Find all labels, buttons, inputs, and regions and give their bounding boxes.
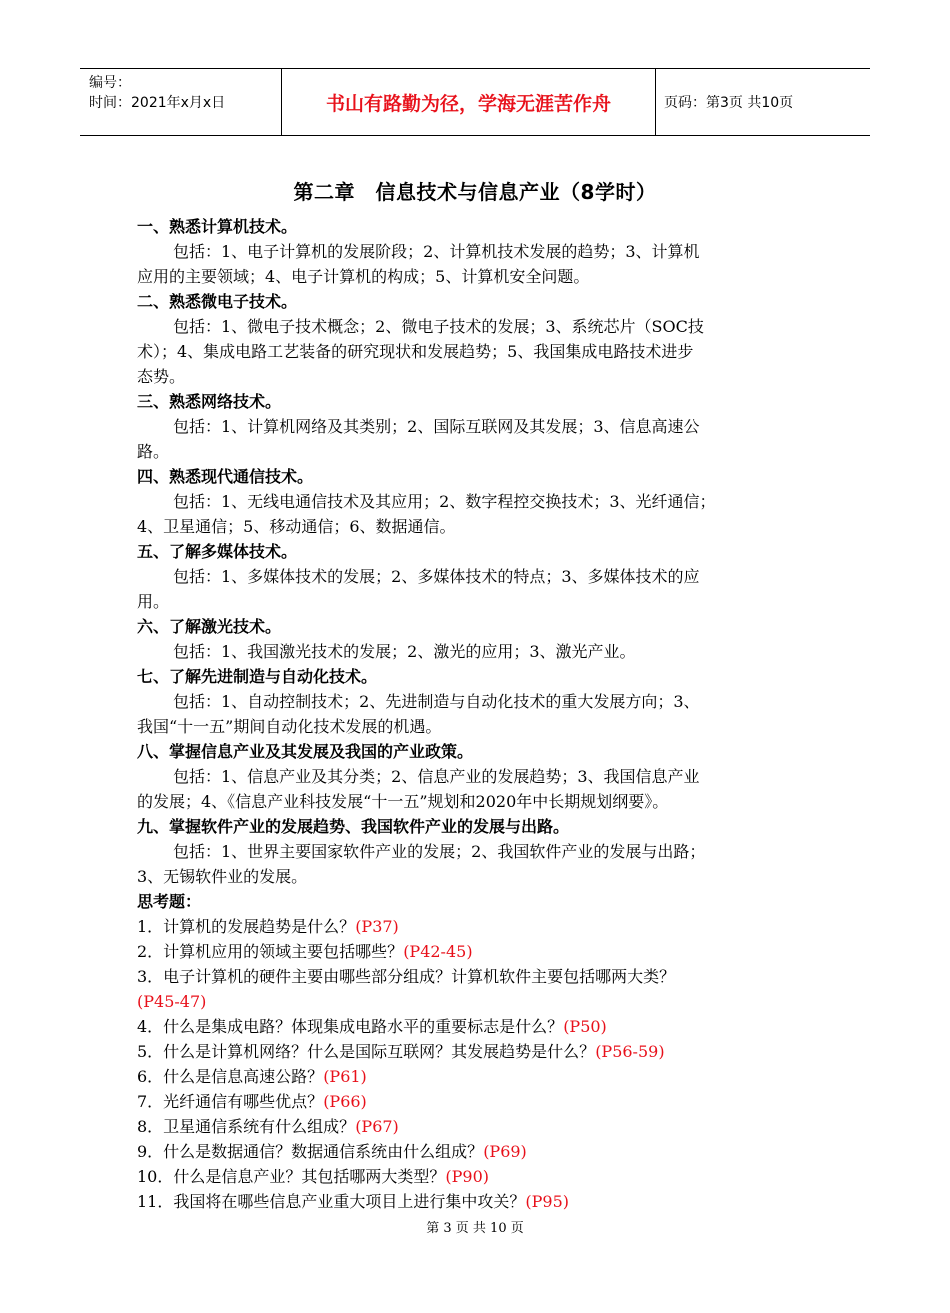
section-line: 包括：1、多媒体技术的发展；2、多媒体技术的特点；3、多媒体技术的应 — [173, 567, 700, 586]
page-footer: 第 3 页 共 10 页 — [426, 1221, 524, 1236]
section-line: 路。 — [137, 442, 170, 461]
header-motto: 书山有路勤为径，学海无涯苦作舟 — [282, 69, 656, 135]
question-text: 5．什么是计算机网络？什么是国际互联网？其发展趋势是什么？ — [137, 1042, 596, 1061]
question-text: 9．什么是数据通信？数据通信系统由什么组成？ — [137, 1142, 484, 1161]
page-reference: (P37) — [355, 917, 399, 936]
page-reference: (P45-47) — [137, 992, 207, 1011]
section-heading: 二、熟悉微电子技术。 — [137, 292, 298, 311]
questions-heading: 思考题： — [137, 892, 202, 911]
page-reference: (P50) — [563, 1017, 607, 1036]
document-body — [137, 214, 817, 1214]
page-reference: (P69) — [483, 1142, 527, 1161]
page-reference: (P66) — [323, 1092, 367, 1111]
question-item — [137, 1189, 817, 1214]
questions-list — [137, 914, 817, 1214]
section-line: 我国“十一五”期间自动化技术发展的机遇。 — [137, 717, 442, 736]
header-page-info: 页码：第3页 共10页 — [664, 95, 794, 111]
page-reference: (P90) — [445, 1167, 489, 1186]
section-heading: 九、掌握软件产业的发展趋势、我国软件产业的发展与出路。 — [137, 817, 570, 836]
question-item — [137, 914, 817, 939]
question-text: 8．卫星通信系统有什么组成？ — [137, 1117, 356, 1136]
page-reference: (P56-59) — [595, 1042, 665, 1061]
chapter-title: 第二章 信息技术与信息产业（8学时） — [293, 180, 657, 204]
section-block — [137, 214, 817, 289]
section-block — [137, 289, 817, 389]
section-heading: 五、了解多媒体技术。 — [137, 542, 298, 561]
question-item — [137, 1139, 817, 1164]
question-text: 10．什么是信息产业？其包括哪两大类型？ — [137, 1167, 446, 1186]
section-block — [137, 739, 817, 814]
section-heading: 八、掌握信息产业及其发展及我国的产业政策。 — [137, 742, 474, 761]
section-heading: 一、熟悉计算机技术。 — [137, 217, 298, 236]
question-item — [137, 1039, 817, 1064]
section-heading: 四、熟悉现代通信技术。 — [137, 467, 314, 486]
question-text: 11．我国将在哪些信息产业重大项目上进行集中攻关？ — [137, 1192, 526, 1211]
section-line: 的发展；4、《信息产业科技发展“十一五”规划和2020年中长期规划纲要》。 — [137, 792, 669, 811]
question-item — [137, 1164, 817, 1189]
header-meta — [80, 69, 282, 135]
section-heading: 七、了解先进制造与自动化技术。 — [137, 667, 378, 686]
section-line: 3、无锡软件业的发展。 — [137, 867, 308, 886]
sections-list — [137, 214, 817, 889]
section-line: 包括：1、世界主要国家软件产业的发展；2、我国软件产业的发展与出路； — [173, 842, 706, 861]
section-block — [137, 614, 817, 664]
section-heading: 六、了解激光技术。 — [137, 617, 282, 636]
question-item — [137, 989, 817, 1014]
question-item — [137, 964, 817, 989]
section-line: 包括：1、计算机网络及其类别；2、国际互联网及其发展；3、信息高速公 — [173, 417, 700, 436]
question-item — [137, 1064, 817, 1089]
page-reference: (P61) — [323, 1067, 367, 1086]
section-block — [137, 664, 817, 739]
question-item — [137, 1089, 817, 1114]
section-line: 包括：1、自动控制技术；2、先进制造与自动化技术的重大发展方向；3、 — [173, 692, 700, 711]
section-block — [137, 464, 817, 539]
page-reference: (P42-45) — [403, 942, 473, 961]
section-heading: 三、熟悉网络技术。 — [137, 392, 282, 411]
section-block — [137, 389, 817, 464]
question-item — [137, 1014, 817, 1039]
section-line: 态势。 — [137, 367, 186, 386]
question-text: 2．计算机应用的领域主要包括哪些？ — [137, 942, 404, 961]
page-reference: (P95) — [525, 1192, 569, 1211]
page-reference: (P67) — [355, 1117, 399, 1136]
section-block — [137, 814, 817, 889]
section-line: 包括：1、电子计算机的发展阶段；2、计算机技术发展的趋势；3、计算机 — [173, 242, 700, 261]
section-line: 术）；4、集成电路工艺装备的研究现状和发展趋势；5、我国集成电路技术进步 — [137, 342, 694, 361]
section-line: 4、卫星通信；5、移动通信；6、数据通信。 — [137, 517, 456, 536]
time-label: 时间：2021年x月x日 — [89, 95, 226, 111]
question-text: 6．什么是信息高速公路？ — [137, 1067, 324, 1086]
question-text: 1．计算机的发展趋势是什么？ — [137, 917, 356, 936]
section-line: 包括：1、无线电通信技术及其应用；2、数字程控交换技术；3、光纤通信； — [173, 492, 716, 511]
question-text: 3．电子计算机的硬件主要由哪些部分组成？计算机软件主要包括哪两大类？ — [137, 967, 676, 986]
section-line: 包括：1、信息产业及其分类；2、信息产业的发展趋势；3、我国信息产业 — [173, 767, 700, 786]
question-item — [137, 939, 817, 964]
question-item — [137, 1114, 817, 1139]
question-text: 4．什么是集成电路？体现集成电路水平的重要标志是什么？ — [137, 1017, 564, 1036]
section-line: 应用的主要领域；4、电子计算机的构成；5、计算机安全问题。 — [137, 267, 590, 286]
section-line: 包括：1、微电子技术概念；2、微电子技术的发展；3、系统芯片（SOC技 — [173, 317, 704, 336]
number-label: 编号： — [89, 75, 131, 91]
section-block — [137, 539, 817, 614]
section-line: 包括：1、我国激光技术的发展；2、激光的应用；3、激光产业。 — [173, 642, 636, 661]
page-header — [80, 68, 870, 136]
question-text: 7．光纤通信有哪些优点？ — [137, 1092, 324, 1111]
section-line: 用。 — [137, 592, 170, 611]
